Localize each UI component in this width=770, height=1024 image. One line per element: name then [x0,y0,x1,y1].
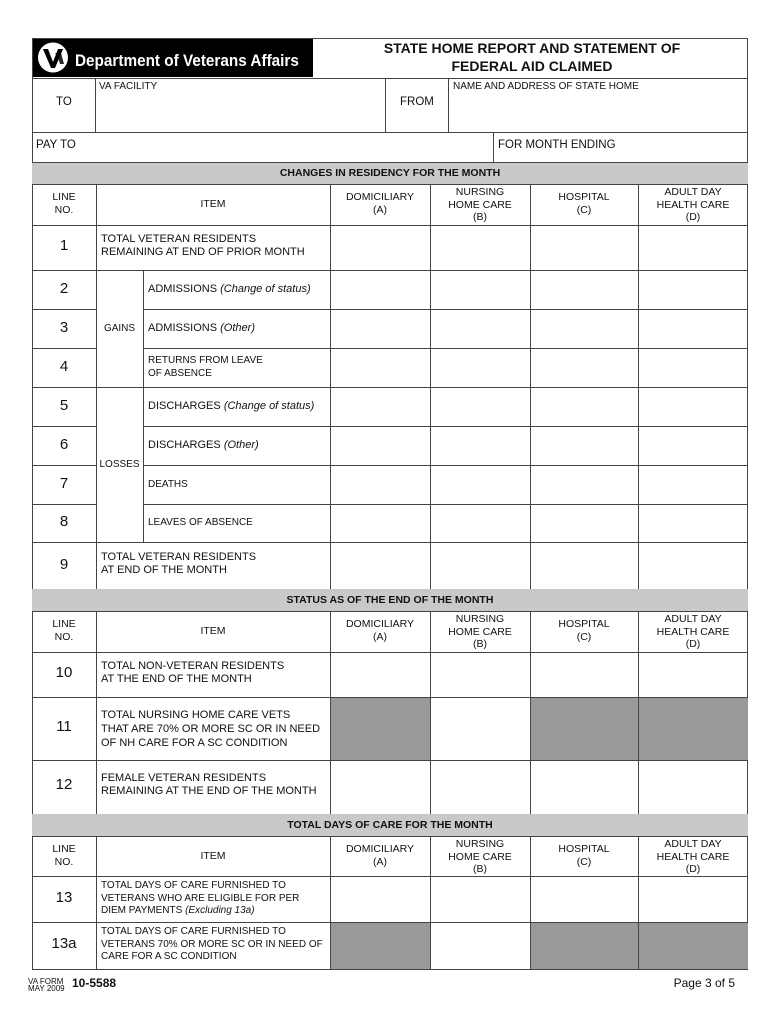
form-label: VA FORM [28,977,64,986]
agency-name: Department of Veterans Affairs [75,51,299,70]
pay-to-label: PAY TO [36,139,76,151]
month-ending-label: FOR MONTH ENDING [498,139,616,151]
state-home-label: NAME AND ADDRESS OF STATE HOME [453,81,639,92]
group-label-losses: LOSSES [99,459,140,470]
group-label-gains: GAINS [103,323,136,334]
col-adult-day: ADULT DAY HEALTH CARE (D) [656,613,730,650]
col-nursing-home: NURSING HOME CARE (B) [448,186,512,223]
shaded-cell [331,923,430,969]
line-number: 10 [55,664,73,681]
va-facility-field[interactable] [96,94,384,131]
section-title-changes: CHANGES IN RESIDENCY FOR THE MONTH [279,167,501,179]
col-nursing-home: NURSING HOME CARE (B) [448,838,512,875]
shaded-cell [531,698,748,760]
row-item-label: ADMISSIONS (Other) [148,322,255,334]
col-line-no: LINE NO. [52,843,76,868]
col-hospital: HOSPITAL (C) [558,843,610,868]
row-item-label: TOTAL DAYS OF CARE FURNISHED TO VETERANS WHO ARE ELIGIBLE FOR PER DIEM PAYMENTS (Excluding 13a) [101,880,300,916]
line-number: 12 [55,776,73,793]
section-title-days: TOTAL DAYS OF CARE FOR THE MONTH [287,819,493,831]
line-number: 6 [59,436,69,453]
row-item-label: LEAVES OF ABSENCE [148,517,253,528]
col-item: ITEM [200,625,226,637]
col-item: ITEM [200,198,226,210]
col-adult-day: ADULT DAY HEALTH CARE (D) [656,838,730,875]
row-item-label: DISCHARGES (Change of status) [148,400,315,412]
col-domiciliary: DOMICILIARY (A) [345,843,415,868]
section-title-status: STATUS AS OF THE END OF THE MONTH [286,594,494,606]
line-number: 13a [51,935,77,952]
line-number: 13 [55,889,73,906]
row-item-label: TOTAL NON-VETERAN RESIDENTS AT THE END OF THE MONTH [101,660,285,685]
line-number: 2 [59,280,69,297]
page-number: Page 3 of 5 [673,976,735,990]
va-facility-label: VA FACILITY [99,81,158,92]
row-item-label: DISCHARGES (Other) [148,439,259,451]
form-title-line1: STATE HOME REPORT AND STATEMENT OF [383,40,681,56]
pay-to-field[interactable] [33,133,492,161]
shaded-cell [331,698,430,760]
line-number: 8 [59,513,69,530]
row-item-label: DEATHS [148,479,188,490]
col-line-no: LINE NO. [52,191,76,216]
row-item-label: TOTAL VETERAN RESIDENTS AT END OF THE MONTH [101,551,257,576]
line-number: 5 [59,397,69,414]
col-item: ITEM [200,850,226,862]
col-adult-day: ADULT DAY HEALTH CARE (D) [656,186,730,223]
form-title-line2: FEDERAL AID CLAIMED [451,58,613,74]
col-hospital: HOSPITAL (C) [558,618,610,643]
row-item-label: FEMALE VETERAN RESIDENTS REMAINING AT THE END OF THE MONTH [101,772,317,797]
row-item-label: RETURNS FROM LEAVE OF ABSENCE [148,355,263,379]
month-ending-field[interactable] [494,150,747,161]
line-number: 9 [59,556,69,573]
line-number: 1 [59,237,69,254]
line-number: 4 [59,358,69,375]
row-item-label: TOTAL VETERAN RESIDENTS REMAINING AT END OF PRIOR MONTH [101,233,305,258]
form-date: MAY 2009 [28,984,65,993]
shaded-cell [531,923,748,969]
form-number: 10-5588 [72,976,117,990]
col-line-no: LINE NO. [52,618,76,643]
col-domiciliary: DOMICILIARY (A) [345,618,415,643]
to-label: TO [56,96,72,108]
line-number: 3 [59,319,69,336]
line-number: 11 [56,718,72,735]
row-item-label: TOTAL DAYS OF CARE FURNISHED TO VETERANS 70% OR MORE SC OR IN NEED OF CARE FOR A SC CONDITION [101,926,323,962]
line-number: 7 [59,475,69,492]
col-nursing-home: NURSING HOME CARE (B) [448,613,512,650]
row-item-label: TOTAL NURSING HOME CARE VETS THAT ARE 70% OR MORE SC OR IN NEED OF NH CARE FOR A SC CONDITION [101,709,321,749]
col-hospital: HOSPITAL (C) [558,191,610,216]
row-item-label: ADMISSIONS (Change of status) [148,283,311,295]
from-label: FROM [400,96,434,108]
col-domiciliary: DOMICILIARY (A) [345,191,415,216]
state-home-field[interactable] [449,94,747,131]
